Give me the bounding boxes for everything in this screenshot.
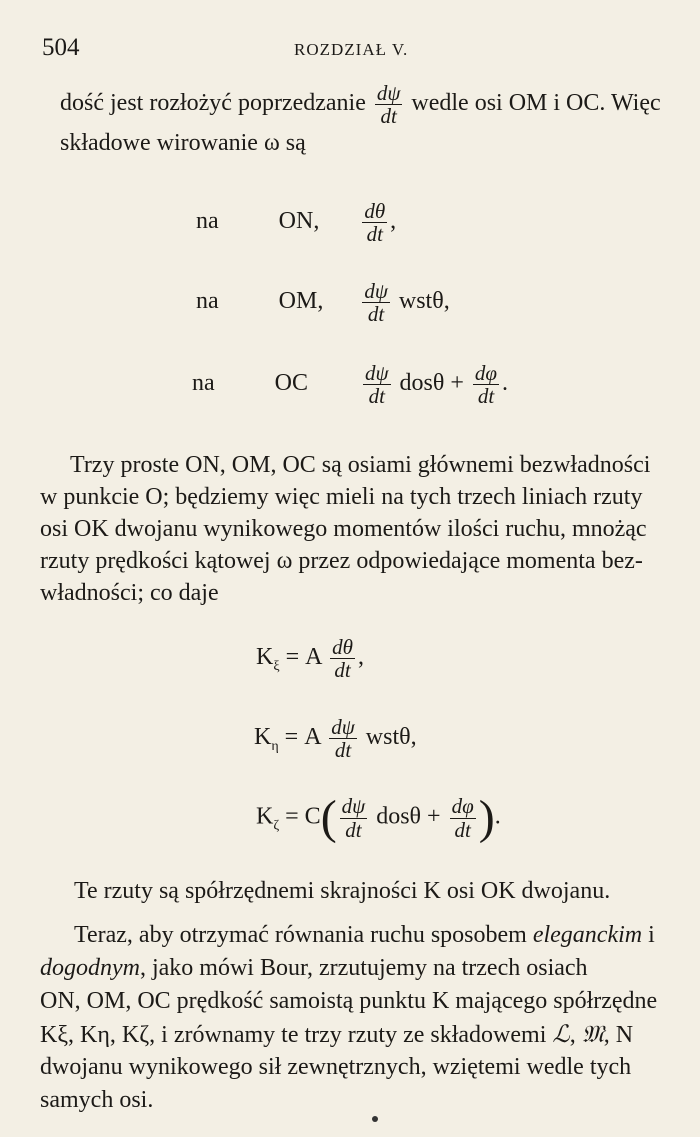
fraction-dpsi-dt: $\frac{d\psi}{dt}$ [365,361,389,409]
para3-line-1: Teraz, aby otrzymać równania ruchu sposobem eleganckim i [74,922,655,948]
text-line-1: dość jest rozłożyć poprzedzanie $\frac{d\psi}{dt}$ wedle osi OM i OC. Więc [60,81,661,129]
para3-line-2: dogodnym, jako mówi Bour, zrzutujemy na trzech osiach [40,955,588,981]
para1-line-3: osi OK dwojanu wynikowego momentów ilości ruchu, mnożąc [40,516,647,542]
para1-line-5: władności; co daje [40,580,219,606]
para3-line-3: ON, OM, OC prędkość samoistą punktu K mającego spółrzędne [40,988,658,1014]
component-om: na OM, $\frac{d\psi}{dt}$ wstθ, [196,279,450,327]
para1-line-1: Trzy proste ON, OM, OC są osiami głównemi bezwładności [70,452,651,478]
para3-line-5: dwojanu wynikowego sił zewnętrznych, wziętemi wedle tych [40,1054,632,1080]
ink-dot [372,1116,378,1122]
para3-line-6: samych osi. [40,1087,154,1113]
fraction-dpsi-dt: $\frac{d\psi}{dt}$ [376,81,401,129]
running-title: ROZDZIAŁ V. [294,40,409,59]
para2-line-1: Te rzuty są spółrzędnemi skrajności K osi OK dwojanu. [74,878,611,904]
equation-k-zeta: $K_\zeta = C$( $\frac{d\psi}{dt}$ dosθ + $\frac{d\varphi}{dt}$ ). [256,791,501,844]
fraction-dphi-dt: $\frac{d\varphi}{dt}$ [474,361,498,409]
component-oc: na OC $\frac{d\psi}{dt}$ dosθ + $\frac{d\varphi}{dt}$ . [192,361,509,409]
para1-line-4: rzuty prędkości kątowej ω przez odpowiedające momenta bez- [40,548,643,574]
equation-k-xi: $K_\xi = A$ $\frac{d\theta}{dt}$ , [256,635,364,683]
fraction-dtheta-dt: $\frac{d\theta}{dt}$ [364,199,386,247]
equation-k-eta: $K_\eta = A$ $\frac{d\psi}{dt}$ wstθ, [254,715,417,763]
component-on: na ON, $\frac{d\theta}{dt}$ , [196,199,397,247]
page-number: 504 [42,34,80,61]
fraction-dpsi-dt: $\frac{d\psi}{dt}$ [364,279,388,327]
text-line-2: składowe wirowanie ω są [60,130,306,156]
para1-line-2: w punkcie O; będziemy więc mieli na tych trzech liniach rzuty [40,484,643,510]
para3-line-4: Kξ, Kη, Kζ, i zrównamy te trzy rzuty ze składowemi ℒ, 𝔐, N [40,1020,634,1048]
page-header [36,34,670,62]
